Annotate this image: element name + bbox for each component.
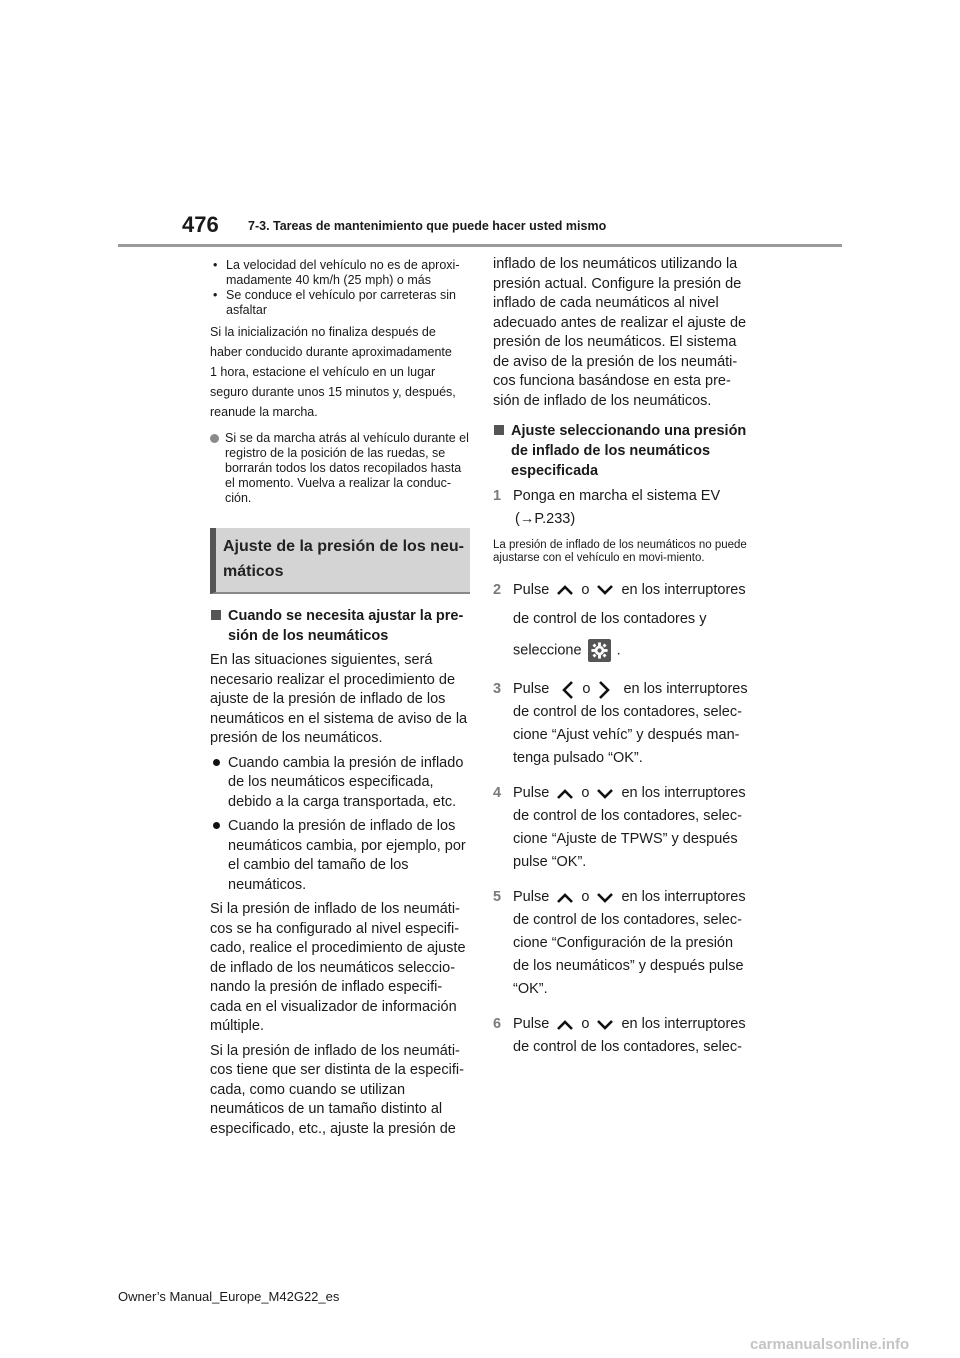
note-line: 1 hora, estacione el vehículo en un lugar xyxy=(210,365,436,379)
chevron-right-icon xyxy=(597,680,611,700)
subheading-text: Ajuste seleccionando una presión de inflado de los neumáticos especificada xyxy=(511,423,747,479)
reverse-note xyxy=(210,431,470,506)
square-bullet-icon xyxy=(494,425,504,435)
step-number: 1 xyxy=(493,488,502,504)
or-word: o xyxy=(581,889,590,906)
initialization-note xyxy=(210,322,470,422)
step-line: en los interruptores xyxy=(623,681,748,698)
page-number: 476 xyxy=(182,212,219,237)
paragraph-different: Si la presión de inflado de los neumáti-cos tiene que ser distinta de la especifi-cada, como cuando se utilizan neumáticos de un tamaño distinto al especificado, etc., ajuste la presión de xyxy=(210,1042,464,1137)
footer-manual-id: Owner’s Manual_Europe_M42G22_es xyxy=(118,1289,340,1304)
step-line: seleccione xyxy=(513,642,582,659)
chevron-up-icon xyxy=(556,788,574,800)
step-line: en los interruptores xyxy=(621,785,746,802)
chevron-down-icon xyxy=(596,1019,614,1031)
situation-text: Cuando la presión de inflado de los neumáticos cambia, por ejemplo, por el cambio del tamaño de los neumáticos. xyxy=(228,818,466,893)
step-line: . xyxy=(616,642,621,659)
step-line: de control de los contadores, selec- xyxy=(513,808,742,825)
condition-text: Se conduce el vehículo por carreteras sin asfaltar xyxy=(226,288,456,317)
pulse-word: Pulse xyxy=(513,681,550,698)
step-line: cione “Ajuste de TPWS” y después xyxy=(513,831,738,848)
subheading-text: Cuando se necesita ajustar la pre-sión de los neumáticos xyxy=(228,608,464,644)
subheading-select-specified xyxy=(493,421,748,481)
pulse-word: Pulse xyxy=(513,889,550,906)
bullet-icon xyxy=(213,822,220,829)
step-number: 3 xyxy=(493,681,502,698)
step-line: de los neumáticos” y después pulse xyxy=(513,958,744,975)
note-line: haber conducido durante aproximadamente xyxy=(210,345,452,359)
chevron-down-icon xyxy=(596,788,614,800)
step-number: 6 xyxy=(493,1016,502,1033)
condition-item xyxy=(210,258,470,288)
step-5 xyxy=(493,886,748,1001)
chevron-down-icon xyxy=(596,892,614,904)
step-line: en los interruptores xyxy=(621,582,746,598)
chevron-up-icon xyxy=(556,892,574,904)
step-line: en los interruptores xyxy=(621,1016,746,1033)
pulse-word: Pulse xyxy=(513,582,550,598)
bullet-icon xyxy=(213,759,220,766)
step-line: en los interruptores xyxy=(621,889,746,906)
page-reference: (→P.233) xyxy=(515,511,576,527)
step-4 xyxy=(493,782,748,874)
or-word: o xyxy=(581,1016,590,1033)
note-line: seguro durante unos 15 minutos y, después, xyxy=(210,385,456,399)
intro-paragraph: En las situaciones siguientes, será necesario realizar el procedimiento de ajuste de la presión de inflado de los neumáticos en el sistema de aviso de la presión de los neumáticos. xyxy=(210,652,468,746)
gray-bullet-icon xyxy=(210,434,219,443)
note-line: Si la inicialización no finaliza después de xyxy=(210,325,436,339)
step-2 xyxy=(493,579,748,662)
right-column xyxy=(493,255,748,1059)
step-1 xyxy=(493,485,748,531)
small-bullet-icon: • xyxy=(213,288,218,302)
step-number: 4 xyxy=(493,785,502,802)
watermark: carmanualsonline.info xyxy=(750,1336,910,1353)
situation-item xyxy=(210,817,470,895)
left-column xyxy=(210,258,470,1139)
pulse-word: Pulse xyxy=(513,785,550,802)
square-bullet-icon xyxy=(211,610,221,620)
step-6 xyxy=(493,1013,748,1059)
or-word: o xyxy=(581,785,590,802)
section-heading-box: Ajuste de la presión de los neu-máticos xyxy=(210,528,470,594)
or-word: o xyxy=(582,681,591,698)
header-rule xyxy=(118,244,842,247)
chevron-down-icon xyxy=(596,584,614,596)
settings-gear-icon xyxy=(588,639,611,662)
continuation-paragraph: inflado de los neumáticos utilizando la presión actual. Configure la presión de inflado de cada neumáticos al nivel adecuado antes de realizar el ajuste de presión de los neumáticos. El sistema de aviso de la presión de los neumáti-cos funciona basándose en esta pre-sión de inflado de los neumáticos. xyxy=(493,256,747,409)
step-line: cione “Configuración de la presión xyxy=(513,935,734,952)
step-line: tenga pulsado “OK”. xyxy=(513,750,643,767)
paragraph-specified: Si la presión de inflado de los neumáti-cos se ha configurado al nivel especifi-cado, realice el procedimiento de ajuste de inflado de los neumáticos seleccio-nando la presión de inflado especifi-cada en el visualizador de información múltiple. xyxy=(210,901,466,1034)
chevron-up-icon xyxy=(556,1019,574,1031)
step-3 xyxy=(493,678,748,770)
chevron-up-icon xyxy=(556,584,574,596)
step-line: de control de los contadores, selec- xyxy=(513,1039,742,1056)
step-line: pulse “OK”. xyxy=(513,854,587,871)
subheading-adjust-needed xyxy=(210,606,470,646)
step-text: Ponga en marcha el sistema EV xyxy=(513,488,721,504)
step-1-note: La presión de inflado de los neumáticos no puede ajustarse con el vehículo en movi-miento. xyxy=(493,539,747,564)
step-line: de control de los contadores, selec- xyxy=(513,704,742,721)
condition-item xyxy=(210,288,470,318)
small-bullet-icon: • xyxy=(213,258,218,272)
step-number: 5 xyxy=(493,889,502,906)
step-number: 2 xyxy=(493,582,502,598)
note-line: reanude la marcha. xyxy=(210,405,318,419)
section-title: 7-3. Tareas de mantenimiento que puede hacer usted mismo xyxy=(248,219,607,233)
step-line: “OK”. xyxy=(513,981,548,998)
step-line: cione “Ajust vehíc” y después man- xyxy=(513,727,740,744)
step-line: de control de los contadores, selec- xyxy=(513,912,742,929)
reverse-note-text: Si se da marcha atrás al vehículo durante el registro de la posición de las ruedas, se borrarán todos los datos recopilados hasta el momento. Vuelva a realizar la conduc-ción. xyxy=(225,431,469,505)
condition-text: La velocidad del vehículo no es de aproxi-madamente 40 km/h (25 mph) o más xyxy=(226,258,460,287)
situation-item xyxy=(210,754,470,813)
pulse-word: Pulse xyxy=(513,1016,550,1033)
situation-text: Cuando cambia la presión de inflado de los neumáticos especificada, debido a la carga transportada, etc. xyxy=(228,754,464,810)
step-line: de control de los contadores y xyxy=(513,611,707,627)
chevron-left-icon xyxy=(561,680,575,700)
or-word: o xyxy=(581,582,590,598)
